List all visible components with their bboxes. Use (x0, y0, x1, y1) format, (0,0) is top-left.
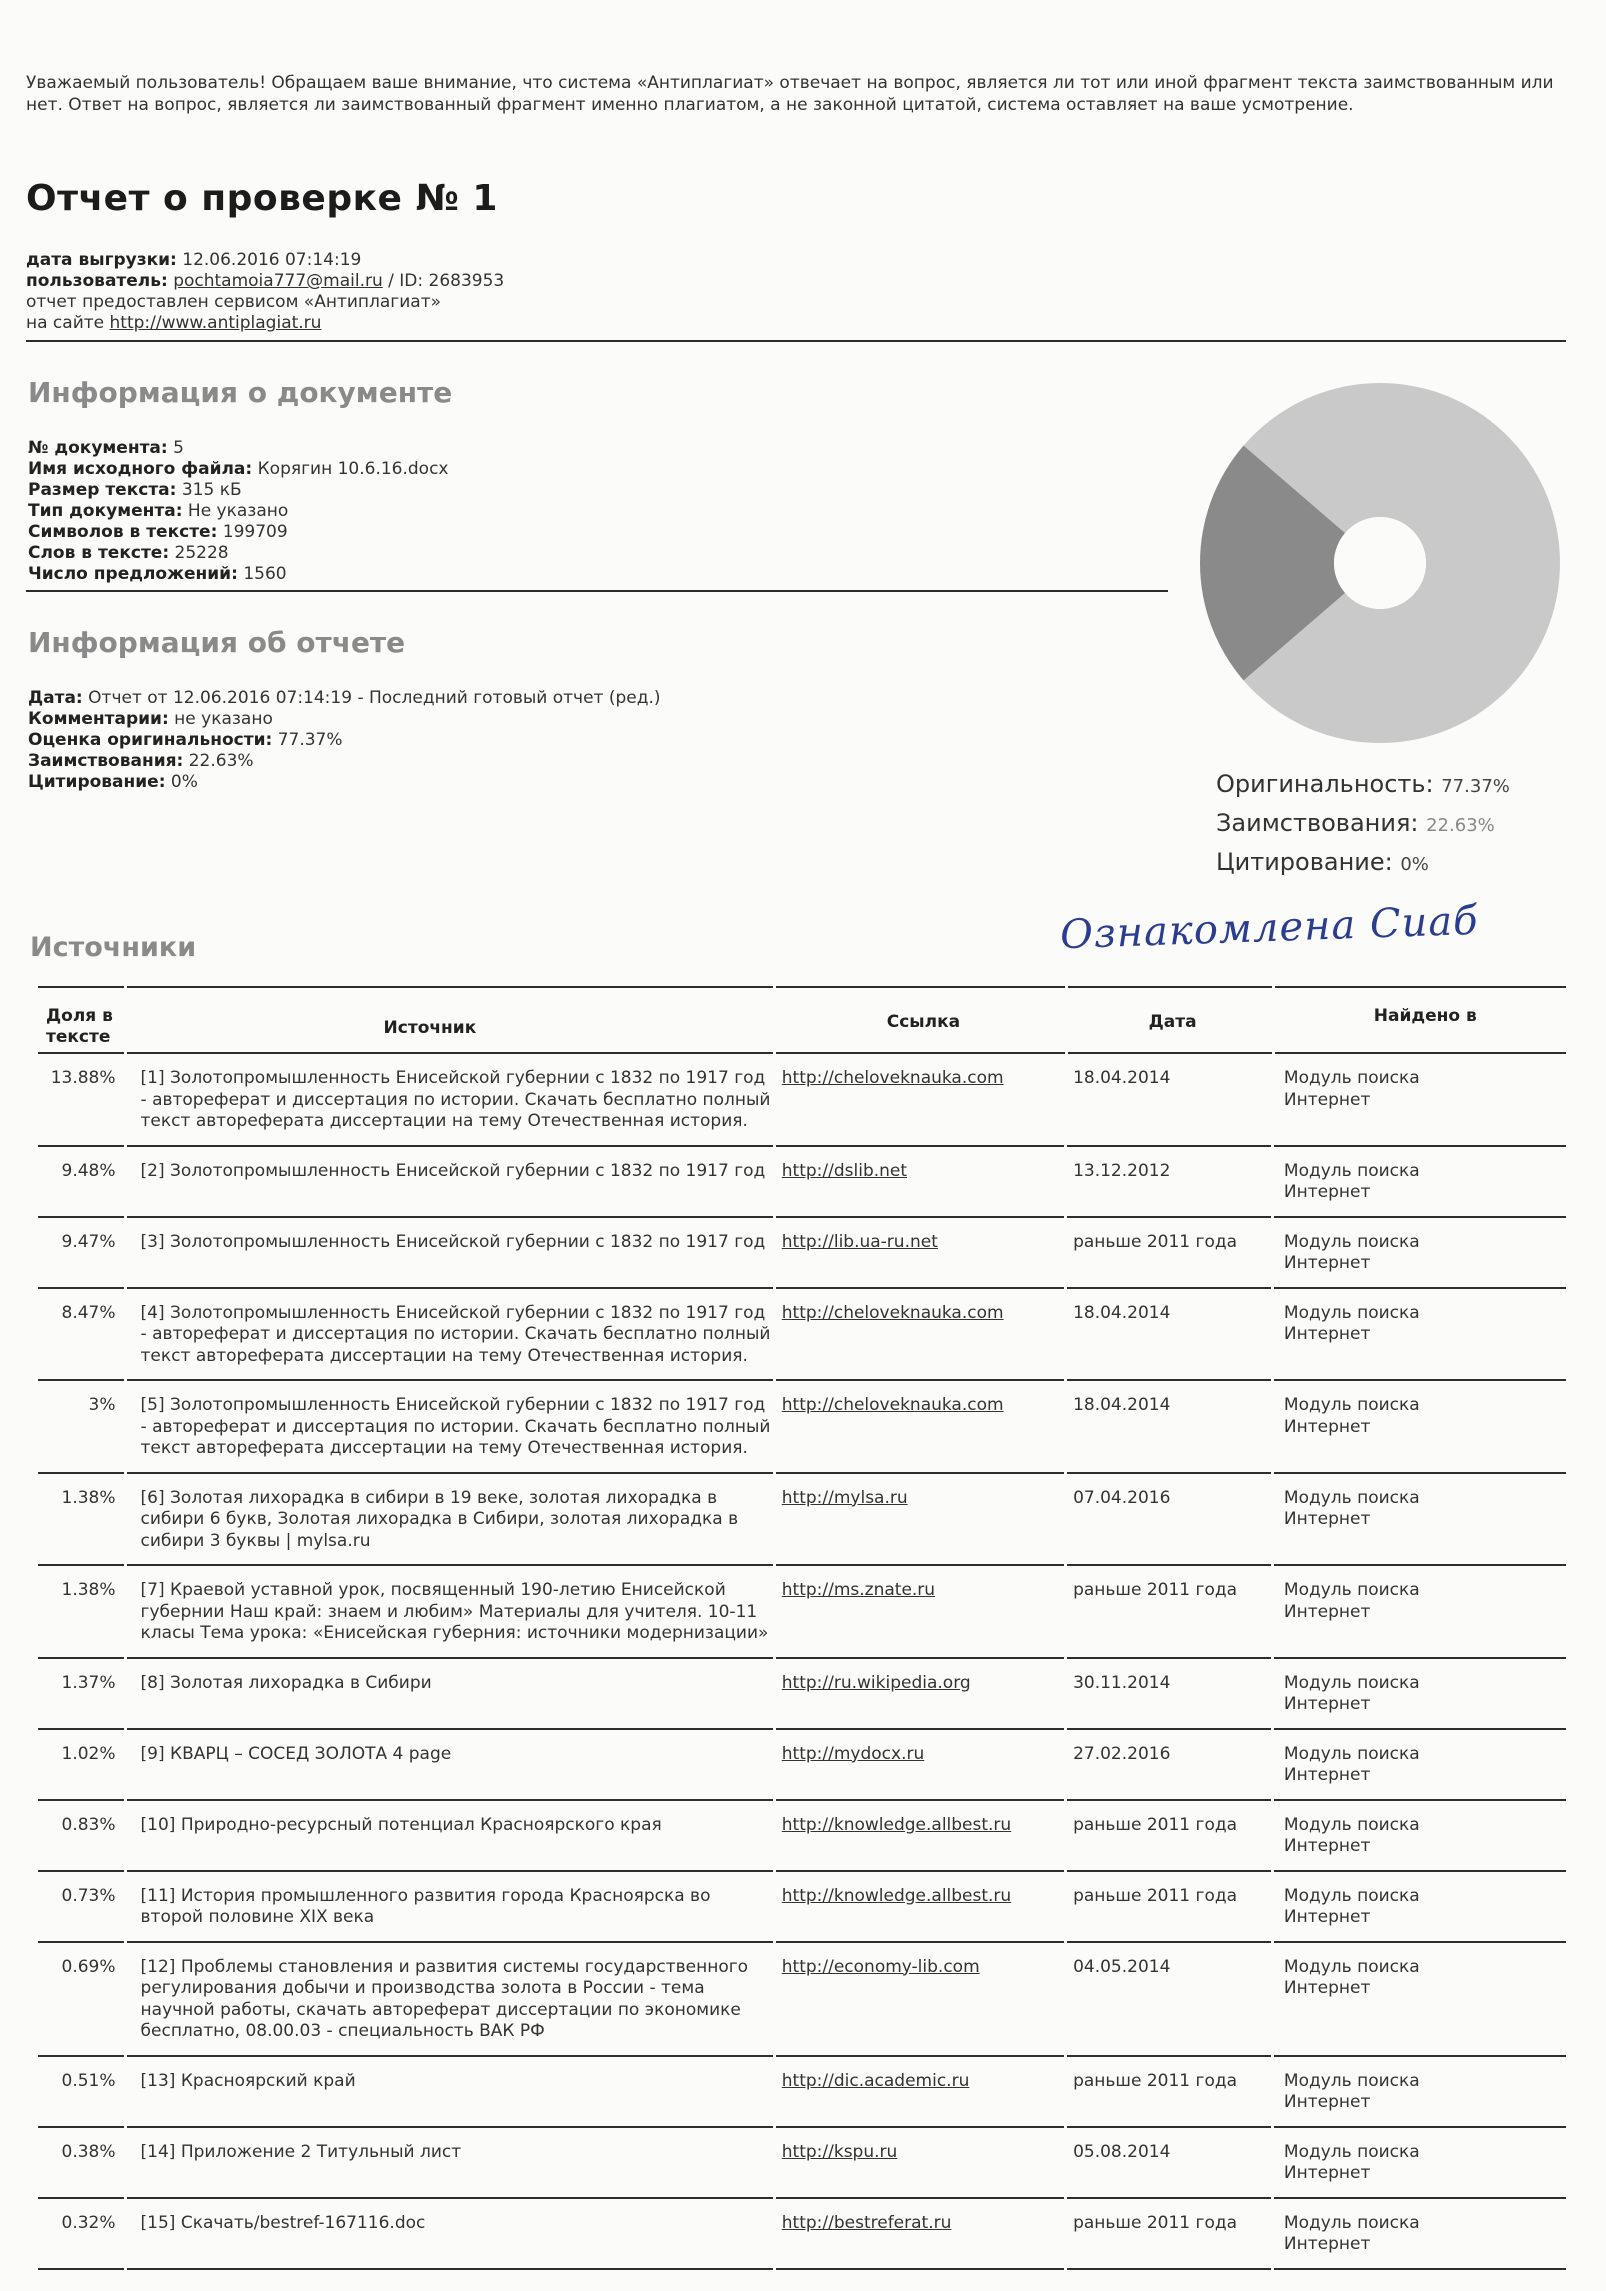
found-in-cell: Модуль поиска Интернет (1274, 1730, 1566, 1801)
report-info-heading: Информация об отчете (28, 626, 406, 659)
disclaimer-notice: Уважаемый пользователь! Обращаем ваше внимание, что система «Антиплагиат» отвечает на вопрос, является ли тот или иной фрагмент текста заимствованным или нет. Ответ на вопрос, является ли заимствованный фрагмент именно плагиатом, а не законной цитатой, система оставляет на ваше усмотрение. (26, 73, 1554, 115)
found-in-cell: Модуль поиска Интернет (1274, 1381, 1566, 1474)
legend-item (1216, 766, 1510, 805)
info-field (28, 438, 449, 459)
share-cell: 0.51% (38, 2057, 124, 2128)
share-cell: 0.32% (38, 2199, 124, 2270)
field-value: 0% (170, 772, 198, 792)
source-cell: [12] Проблемы становления и развития системы государственного регулирования добычи и производства золота в России - тема научной работы, скачать автореферат диссертации по экономике бесплатно, 08.00.03 - специальность ВАК РФ (127, 1943, 773, 2057)
link-cell (776, 1730, 1064, 1801)
date-cell: 30.11.2014 (1067, 1659, 1271, 1730)
date-cell: 05.08.2014 (1067, 2128, 1271, 2199)
legend-label: Заимствования: (1216, 809, 1419, 837)
found-in-cell: Модуль поиска Интернет (1274, 1147, 1566, 1218)
upload-date-value: 12.06.2016 07:14:19 (182, 250, 362, 270)
link-cell (776, 1381, 1064, 1474)
legend-label: Цитирование: (1216, 848, 1393, 876)
source-cell: [10] Природно-ресурсный потенциал Красноярского края (127, 1801, 773, 1872)
field-label: Комментарии: (28, 709, 169, 729)
sources-heading: Источники (30, 932, 197, 963)
table-body (38, 1054, 1566, 2270)
found-in-cell: Модуль поиска Интернет (1274, 1474, 1566, 1567)
divider (26, 340, 1566, 342)
source-link[interactable]: http://ru.wikipedia.org (781, 1672, 971, 1693)
source-cell: [8] Золотая лихорадка в Сибири (127, 1659, 773, 1730)
found-in-cell: Модуль поиска Интернет (1274, 1054, 1566, 1147)
legend-item (1216, 805, 1510, 844)
info-field (28, 459, 449, 480)
upload-date-label: дата выгрузки: (26, 250, 177, 270)
date-cell: раньше 2011 года (1067, 1566, 1271, 1659)
field-label: Символов в тексте: (28, 522, 218, 542)
link-cell (776, 1872, 1064, 1943)
table-row (38, 1289, 1566, 1382)
source-link[interactable]: http://cheloveknauka.com (781, 1068, 1004, 1088)
share-cell: 1.38% (38, 1474, 124, 1567)
date-cell: 07.04.2016 (1067, 1474, 1271, 1567)
link-cell (776, 1218, 1064, 1289)
info-field (28, 751, 661, 772)
date-cell: 27.02.2016 (1067, 1730, 1271, 1801)
found-in-cell: Модуль поиска Интернет (1274, 2128, 1566, 2199)
source-cell: [15] Скачать/bestref-167116.doc (127, 2199, 773, 2270)
share-cell: 13.88% (38, 1054, 124, 1147)
found-in-cell: Модуль поиска Интернет (1274, 1943, 1566, 2057)
found-in-cell: Модуль поиска Интернет (1274, 1289, 1566, 1382)
table-row (38, 1566, 1566, 1659)
field-value: 1560 (243, 564, 287, 584)
provided-by-text: отчет предоставлен сервисом «Антиплагиат» (26, 292, 441, 312)
link-cell (776, 2057, 1064, 2128)
found-in-cell: Модуль поиска Интернет (1274, 1872, 1566, 1943)
legend-value: 0% (1400, 854, 1429, 875)
share-cell: 1.37% (38, 1659, 124, 1730)
source-link[interactable]: http://ms.znate.ru (781, 1580, 936, 1600)
table-header (38, 988, 1566, 1054)
link-cell (776, 2199, 1064, 2270)
table-row (38, 1730, 1566, 1801)
info-field (28, 501, 449, 522)
col-link-header: Ссылка (776, 988, 1064, 1054)
info-field (28, 564, 449, 585)
source-cell: [2] Золотопромышленность Енисейской губернии с 1832 по 1917 год (127, 1147, 773, 1218)
found-in-cell: Модуль поиска Интернет (1274, 1659, 1566, 1730)
source-link[interactable]: http://kspu.ru (781, 2141, 898, 2162)
share-cell: 9.48% (38, 1147, 124, 1218)
field-label: Заимствования: (28, 751, 184, 771)
legend-label: Оригинальность: (1216, 770, 1434, 798)
source-cell: [14] Приложение 2 Титульный лист (127, 2128, 773, 2199)
antiplagiat-site-link[interactable]: http://www.antiplagiat.ru (109, 313, 322, 333)
col-source-header: Источник (127, 988, 774, 1054)
share-cell: 0.83% (38, 1801, 124, 1872)
source-link[interactable]: http://knowledge.allbest.ru (781, 1814, 1012, 1835)
report-info-fields (28, 688, 661, 793)
source-cell: [13] Красноярский край (127, 2057, 773, 2128)
found-in-cell: Модуль поиска Интернет (1274, 2199, 1566, 2270)
user-label: пользователь: (26, 271, 168, 291)
info-field (28, 543, 449, 564)
field-value: Отчет от 12.06.2016 07:14:19 - Последний готовый отчет (ред.) (88, 688, 661, 708)
share-cell: 0.69% (38, 1943, 124, 2057)
info-field (28, 709, 661, 730)
source-link[interactable]: http://mylsa.ru (781, 1487, 908, 1508)
date-cell: 13.12.2012 (1067, 1147, 1271, 1218)
source-link[interactable]: http://dslib.net (781, 1160, 908, 1181)
table-row (38, 1474, 1566, 1567)
share-cell: 0.73% (38, 1872, 124, 1943)
legend-item (1216, 844, 1510, 883)
field-label: Имя исходного файла: (28, 459, 253, 479)
share-cell: 8.47% (38, 1289, 124, 1382)
field-value: 25228 (174, 543, 229, 563)
found-in-cell: Модуль поиска Интернет (1274, 1218, 1566, 1289)
source-link[interactable]: http://cheloveknauka.com (781, 1395, 1004, 1415)
found-in-cell: Модуль поиска Интернет (1274, 2057, 1566, 2128)
source-link[interactable]: http://dic.academic.ru (781, 2070, 970, 2091)
date-cell: раньше 2011 года (1067, 2057, 1271, 2128)
share-cell: 1.02% (38, 1730, 124, 1801)
col-date-header: Дата (1068, 988, 1272, 1054)
table-row (38, 1872, 1566, 1943)
date-cell: раньше 2011 года (1067, 1801, 1271, 1872)
field-value: 199709 (222, 522, 288, 542)
share-cell: 1.38% (38, 1566, 124, 1659)
table-row (38, 1943, 1566, 2057)
source-cell: [3] Золотопромышленность Енисейской губернии с 1832 по 1917 год (127, 1218, 773, 1289)
link-cell (776, 1801, 1064, 1872)
source-link[interactable]: http://lib.ua-ru.net (781, 1231, 938, 1252)
link-cell (776, 1474, 1064, 1567)
found-in-cell: Модуль поиска Интернет (1274, 1566, 1566, 1659)
field-label: Дата: (28, 688, 83, 708)
col-found-in-header: Найдено в (1275, 988, 1566, 1054)
table-row (38, 1801, 1566, 1872)
date-cell: 18.04.2014 (1067, 1289, 1271, 1382)
field-value: не указано (174, 709, 273, 729)
link-cell (776, 1659, 1064, 1730)
table-row (38, 2128, 1566, 2199)
found-in-cell: Модуль поиска Интернет (1274, 1801, 1566, 1872)
field-value: 315 кБ (181, 480, 242, 500)
source-cell: [11] История промышленного развития города Красноярска во второй половине XIX века (127, 1872, 773, 1943)
legend-value: 22.63% (1426, 815, 1495, 836)
field-label: Цитирование: (28, 772, 166, 792)
field-label: Слов в тексте: (28, 543, 170, 563)
share-cell: 9.47% (38, 1218, 124, 1289)
source-cell: [1] Золотопромышленность Енисейской губернии с 1832 по 1917 год - автореферат и диссертация по истории. Скачать бесплатно полный текст автореферата диссертации на тему Отечественная история. (127, 1054, 773, 1147)
date-cell: 18.04.2014 (1067, 1054, 1271, 1147)
date-cell: раньше 2011 года (1067, 2199, 1271, 2270)
upload-date-line (26, 250, 504, 271)
field-label: Тип документа: (28, 501, 183, 521)
date-cell: раньше 2011 года (1067, 1218, 1271, 1289)
site-line (26, 313, 504, 334)
table-row (38, 1054, 1566, 1147)
source-cell: [4] Золотопромышленность Енисейской губернии с 1832 по 1917 год - автореферат и диссертация по истории. Скачать бесплатно полный текст автореферата диссертации на тему Отечественная история. (127, 1289, 773, 1382)
field-label: Оценка оригинальности: (28, 730, 273, 750)
link-cell (776, 1943, 1064, 2057)
source-cell: [5] Золотопромышленность Енисейской губернии с 1832 по 1917 год - автореферат и диссертация по истории. Скачать бесплатно полный текст автореферата диссертации на тему Отечественная история. (127, 1381, 773, 1474)
link-cell (776, 2128, 1064, 2199)
date-cell: 18.04.2014 (1067, 1381, 1271, 1474)
source-link[interactable]: http://bestreferat.ru (781, 2212, 952, 2233)
date-cell: 04.05.2014 (1067, 1943, 1271, 2057)
report-meta (26, 250, 504, 334)
user-email-link[interactable]: pochtamoia777@mail.ru (173, 271, 383, 291)
legend-value: 77.37% (1441, 776, 1510, 797)
info-field (28, 688, 661, 709)
table-row (38, 2057, 1566, 2128)
field-value: Корягин 10.6.16.docx (257, 459, 449, 479)
info-field (28, 730, 661, 751)
field-value: 22.63% (188, 751, 254, 771)
page-title: Отчет о проверке № 1 (26, 178, 498, 219)
table-row (38, 1659, 1566, 1730)
source-link[interactable]: http://knowledge.allbest.ru (781, 1885, 1012, 1906)
field-value: 5 (173, 438, 184, 458)
table-row (38, 1218, 1566, 1289)
donut-hole (1334, 517, 1426, 609)
link-cell (776, 1566, 1064, 1659)
field-label: № документа: (28, 438, 168, 458)
handwritten-signature: Ознакомлена Сиаб (1059, 897, 1480, 959)
source-cell: [7] Краевой уставной урок, посвященный 190-летию Енисейской губернии Наш край: знаем и любим» Материалы для учителя. 10-11 класы Тема урока: «Енисейская губерния: источники модернизации» (127, 1566, 773, 1659)
divider (26, 590, 1168, 592)
user-line (26, 271, 504, 292)
source-link[interactable]: http://mydocx.ru (781, 1743, 925, 1764)
source-cell: [6] Золотая лихорадка в сибири в 19 веке, золотая лихорадка в сибири 6 букв, Золотая лихорадка в Сибири, золотая лихорадка в сибири 3 буквы | mylsa.ru (127, 1474, 773, 1567)
chart-legend (1216, 766, 1510, 883)
field-label: Размер текста: (28, 480, 177, 500)
source-link[interactable]: http://economy-lib.com (781, 1956, 980, 1977)
field-value: Не указано (187, 501, 289, 521)
table-row (38, 1381, 1566, 1474)
info-field (28, 480, 449, 501)
sources-table (38, 986, 1566, 2270)
table-row (38, 1147, 1566, 1218)
share-cell: 0.38% (38, 2128, 124, 2199)
source-cell: [9] КВАРЦ – СОСЕД ЗОЛОТА 4 page (127, 1730, 773, 1801)
info-field (28, 522, 449, 543)
link-cell (776, 1147, 1064, 1218)
field-value: 77.37% (277, 730, 343, 750)
link-cell (776, 1054, 1064, 1147)
originality-donut-chart (1195, 378, 1565, 748)
date-cell: раньше 2011 года (1067, 1872, 1271, 1943)
document-info-heading: Информация о документе (28, 376, 453, 409)
link-cell (776, 1289, 1064, 1382)
table-row (38, 2199, 1566, 2270)
info-field (28, 772, 661, 793)
source-link[interactable]: http://cheloveknauka.com (781, 1302, 1004, 1323)
site-prefix: на сайте (26, 313, 105, 333)
col-share-header: Доля в тексте (38, 988, 124, 1054)
document-info-fields (28, 438, 449, 585)
field-label: Число предложений: (28, 564, 238, 584)
share-cell: 3% (38, 1381, 124, 1474)
user-id: / ID: 2683953 (388, 271, 505, 291)
